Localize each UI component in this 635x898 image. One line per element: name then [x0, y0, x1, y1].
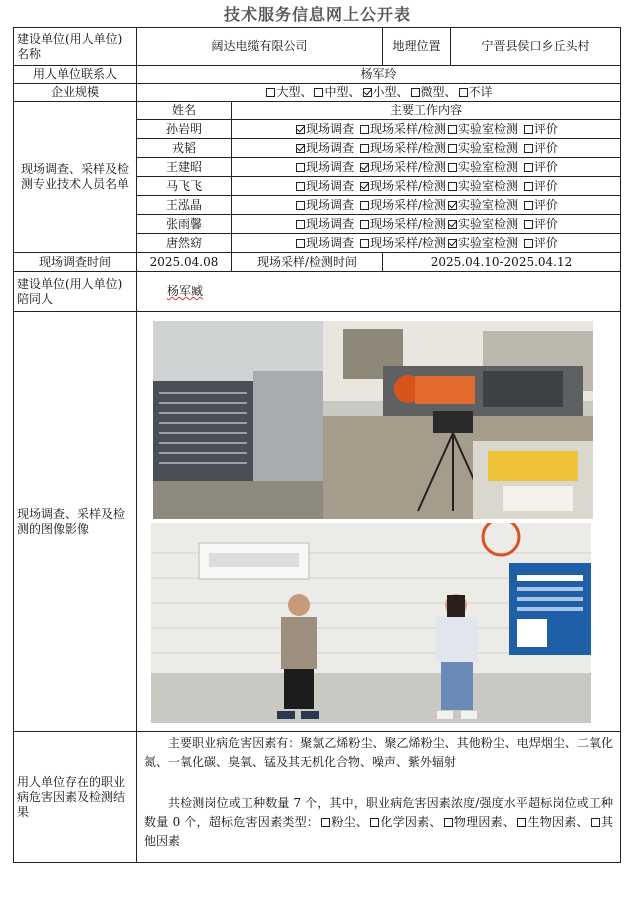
work-checkbox — [296, 201, 305, 210]
work-item-label: 实验室检测 — [458, 235, 519, 250]
work-item — [294, 179, 354, 193]
work-item-label: 评价 — [533, 216, 558, 231]
staff-work — [232, 234, 621, 253]
staff-name: 王泓晶 — [137, 196, 232, 215]
factor-checkbox — [591, 818, 600, 827]
work-item — [294, 236, 354, 250]
work-item-label: 现场采样/检测 — [369, 178, 447, 193]
work-checkbox — [296, 239, 305, 248]
scale-option-label: 小型、 — [372, 85, 409, 99]
staff-name: 戎韬 — [137, 139, 232, 158]
staff-work — [232, 196, 621, 215]
staff-work — [232, 139, 621, 158]
contact-value: 杨军玲 — [137, 66, 621, 84]
result-cell — [137, 732, 621, 863]
work-checkbox — [524, 239, 533, 248]
staff-name: 孙岩明 — [137, 120, 232, 139]
unit-label: 建设单位(用人单位)名称 — [14, 28, 137, 66]
companion-value: 杨军臧 — [167, 284, 204, 298]
work-item — [522, 179, 558, 193]
scale-checkbox — [363, 88, 372, 97]
work-item — [446, 198, 518, 212]
work-item-label: 实验室检测 — [458, 178, 519, 193]
work-checkbox — [360, 239, 369, 248]
factor-checkbox — [444, 818, 453, 827]
work-item-label: 现场采样/检测 — [369, 235, 447, 250]
scale-checkbox — [314, 88, 323, 97]
scale-checkbox — [266, 88, 275, 97]
work-item — [522, 198, 558, 212]
work-checkbox — [360, 125, 369, 134]
sampling-time-value: 2025.04.10-2025.04.12 — [383, 253, 621, 272]
work-item — [358, 179, 446, 193]
work-item — [522, 122, 558, 136]
unit-name: 阔达电缆有限公司 — [137, 28, 383, 66]
result-label: 用人单位存在的职业病危害因素及检测结果 — [14, 732, 137, 863]
work-checkbox — [296, 163, 305, 172]
work-item — [294, 217, 354, 231]
work-checkbox — [448, 125, 457, 134]
page-title: 技术服务信息网上公开表 — [223, 5, 411, 24]
work-item-label: 实验室检测 — [458, 216, 519, 231]
work-item-label: 实验室检测 — [458, 159, 519, 174]
work-checkbox — [296, 182, 305, 191]
work-checkbox — [524, 201, 533, 210]
staff-name: 唐然窈 — [137, 234, 232, 253]
work-item-label: 现场调查 — [306, 178, 355, 193]
work-item-label: 现场采样/检测 — [369, 159, 447, 174]
staff-header-row — [14, 102, 621, 120]
work-item-label: 现场采样/检测 — [369, 197, 447, 212]
work-checkbox — [296, 125, 305, 134]
companion-label: 建设单位(用人单位)陪同人 — [14, 272, 137, 312]
work-checkbox — [448, 163, 457, 172]
row-unit — [14, 28, 621, 66]
work-item — [446, 217, 518, 231]
work-checkbox — [360, 144, 369, 153]
work-item — [446, 236, 518, 250]
work-item — [522, 160, 558, 174]
survey-time-label: 现场调查时间 — [14, 253, 137, 272]
work-checkbox — [360, 220, 369, 229]
work-item — [294, 160, 354, 174]
staff-work — [232, 177, 621, 196]
site-photo-staff — [151, 523, 591, 723]
staff-work-header: 主要工作内容 — [232, 102, 621, 120]
work-item — [294, 198, 354, 212]
work-checkbox — [524, 220, 533, 229]
staff-label: 现场调查、采样及检测专业技术人员名单 — [14, 102, 137, 253]
scale-options — [137, 84, 621, 102]
detection-summary-text: 共检测岗位或工种数量 7 个，其中，职业病危害因素浓度/强度水平超标岗位或工种数量 0 个，超标危害因素类型： — [144, 796, 614, 829]
scale-checkbox — [459, 88, 468, 97]
work-item — [522, 217, 558, 231]
staff-work — [232, 215, 621, 234]
work-item — [446, 160, 518, 174]
work-item-label: 评价 — [533, 121, 558, 136]
disclosure-table — [13, 27, 621, 863]
row-contact — [14, 66, 621, 84]
work-item — [446, 122, 518, 136]
work-item-label: 评价 — [533, 140, 558, 155]
work-checkbox — [524, 182, 533, 191]
work-checkbox — [360, 201, 369, 210]
work-item — [358, 236, 446, 250]
location-label: 地理位置 — [383, 28, 451, 66]
images-label: 现场调查、采样及检测的图像影像 — [14, 312, 137, 732]
work-checkbox — [448, 239, 457, 248]
work-item — [522, 141, 558, 155]
factor-checkbox — [321, 818, 330, 827]
work-item-label: 现场调查 — [306, 140, 355, 155]
work-item — [358, 122, 446, 136]
work-item — [294, 141, 354, 155]
work-item-label: 实验室检测 — [458, 121, 519, 136]
work-item-label: 现场采样/检测 — [369, 121, 447, 136]
work-checkbox — [448, 182, 457, 191]
work-item-label: 评价 — [533, 159, 558, 174]
work-item-label: 实验室检测 — [458, 140, 519, 155]
contact-label: 用人单位联系人 — [14, 66, 137, 84]
detection-summary — [140, 794, 617, 851]
factor-option-label: 其他因素 — [144, 815, 613, 848]
scale-option-label: 微型、 — [420, 85, 457, 99]
staff-work — [232, 158, 621, 177]
work-item — [446, 179, 518, 193]
staff-name: 张雨馨 — [137, 215, 232, 234]
site-photo-equipment — [153, 321, 593, 519]
work-item-label: 现场采样/检测 — [369, 216, 447, 231]
work-checkbox — [296, 220, 305, 229]
work-checkbox — [448, 201, 457, 210]
work-checkbox — [296, 144, 305, 153]
scale-checkbox — [411, 88, 420, 97]
work-checkbox — [360, 182, 369, 191]
scale-option-label: 中型、 — [324, 85, 361, 99]
work-item-label: 评价 — [533, 178, 558, 193]
staff-name: 马飞飞 — [137, 177, 232, 196]
row-companion — [14, 272, 621, 312]
work-item-label: 现场调查 — [306, 235, 355, 250]
row-times — [14, 253, 621, 272]
factor-option-label: 粉尘、 — [331, 815, 369, 829]
staff-name: 王建昭 — [137, 158, 232, 177]
work-item-label: 评价 — [533, 235, 558, 250]
work-item-label: 现场调查 — [306, 197, 355, 212]
images-cell — [137, 312, 621, 732]
work-item-label: 现场调查 — [306, 159, 355, 174]
scale-label: 企业规模 — [14, 84, 137, 102]
work-checkbox — [524, 163, 533, 172]
work-item-label: 评价 — [533, 197, 558, 212]
work-item — [358, 160, 446, 174]
factor-checkbox — [517, 818, 526, 827]
work-checkbox — [448, 144, 457, 153]
work-item-label: 实验室检测 — [458, 197, 519, 212]
row-scale — [14, 84, 621, 102]
location-value: 宁晋县侯口乡丘头村 — [451, 28, 621, 66]
work-item — [522, 236, 558, 250]
work-item — [358, 198, 446, 212]
sampling-time-label: 现场采样/检测时间 — [232, 253, 383, 272]
factor-option-label: 物理因素、 — [453, 815, 516, 829]
work-item — [446, 141, 518, 155]
scale-option-label: 大型、 — [276, 85, 313, 99]
work-item-label: 现场调查 — [306, 121, 355, 136]
work-checkbox — [448, 220, 457, 229]
staff-work — [232, 120, 621, 139]
survey-time-value: 2025.04.08 — [137, 253, 232, 272]
work-item — [294, 122, 354, 136]
work-checkbox — [524, 125, 533, 134]
row-images — [14, 312, 621, 732]
factor-checkbox — [370, 818, 379, 827]
staff-name-header: 姓名 — [137, 102, 232, 120]
work-checkbox — [524, 144, 533, 153]
row-result — [14, 732, 621, 863]
work-item — [358, 141, 446, 155]
work-item-label: 现场调查 — [306, 216, 355, 231]
hazard-factors-text: 主要职业病危害因素有：聚氯乙烯粉尘、聚乙烯粉尘、其他粉尘、电焊烟尘、二氧化氮、一氧化碳、臭氧、锰及其无机化合物、噪声、紫外辐射 — [144, 736, 614, 769]
factor-option-label: 化学因素、 — [380, 815, 442, 829]
scale-option-label: 不详 — [468, 85, 493, 99]
work-item — [358, 217, 446, 231]
factor-option-label: 生物因素、 — [527, 815, 589, 829]
work-item-label: 现场采样/检测 — [369, 140, 447, 155]
work-checkbox — [360, 163, 369, 172]
